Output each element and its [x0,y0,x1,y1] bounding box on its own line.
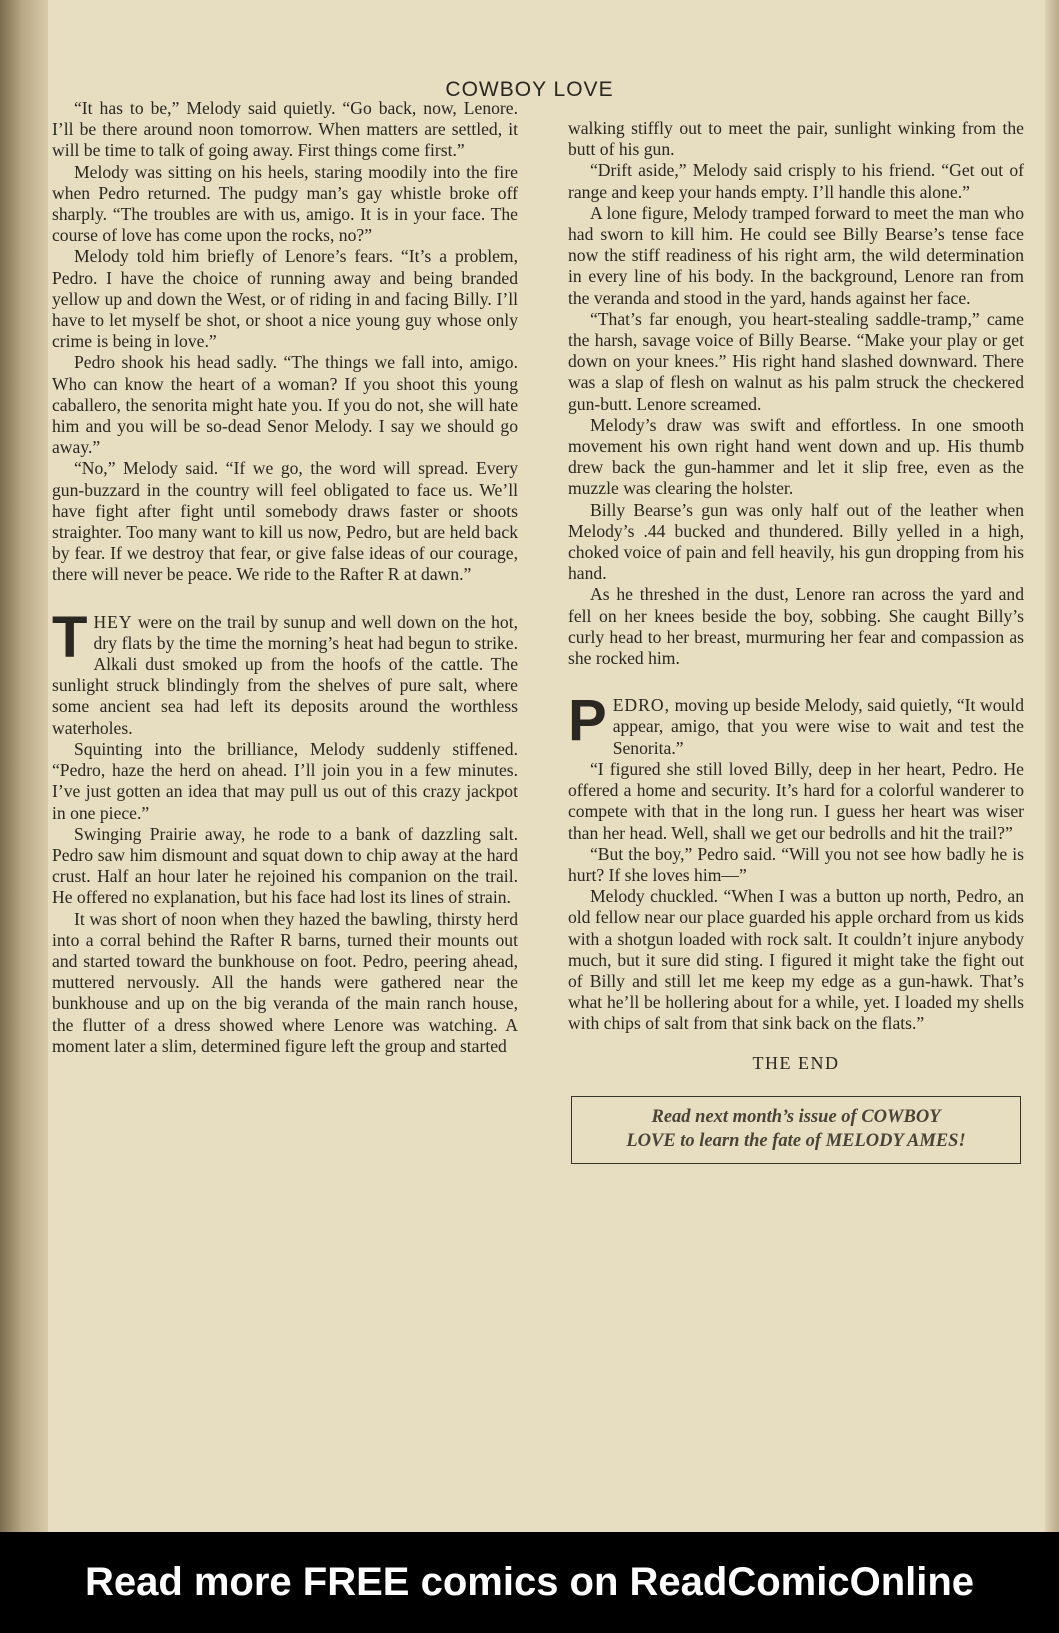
paragraph: “Drift aside,” Melody said crisply to his friend. “Get out of range and keep your hands empty. I’ll handle this alone.” [568,160,1024,202]
paragraph: A lone figure, Melody tramped forward to meet the man who had sworn to kill him. He could see Billy Bearse’s tense face now the stiff readiness of his right arm, the wild determination in every line of his body. In the background, Lenore ran from the veranda and stood in the yard, hands against her face. [568,202,1024,308]
paragraph: Melody told him briefly of Lenore’s fears. “It’s a problem, Pedro. I have the choice of running away and being branded yellow up and down the West, or of riding in and facing Billy. I’ll have to let myself be shot, or shoot a nice young guy whose only crime is being in love.” [52,246,518,352]
paragraph: Melody was sitting on his heels, staring moodily into the fire when Pedro returned. The pudgy man’s gay whistle broke off sharply. “The troubles are with us, amigo. It is in your face. The course of love has come upon the rocks, no?” [52,161,518,246]
paragraph: “But the boy,” Pedro said. “Will you not see how badly he is hurt? If she loves him—” [568,843,1024,885]
paragraph: Melody’s draw was swift and effortless. In one smooth movement his own right hand went down and up. His thumb drew back the gun-hammer and let it slip free, even as the muzzle was clearing the holster. [568,414,1024,499]
paragraph: “No,” Melody said. “If we go, the word will spread. Every gun-buzzard in the country will feel obligated to face us. We’ll have fight after fight until somebody draws faster or shoots straighter. Too many want to kill us now, Pedro, but are held back by fear. If we destroy that fear, or give false ideas of our courage, there will never be peace. We ride to the Rafter R at dawn.” [52,458,518,585]
paragraph: walking stiffly out to meet the pair, sunlight winking from the butt of his gun. [568,118,1024,160]
section-lead-word: HEY [93,611,133,632]
the-end-label: THE END [752,1052,840,1073]
drop-cap: P [568,688,607,754]
paragraph: “It has to be,” Melody said quietly. “Go back, now, Lenore. I’ll be there around noon tomorrow. When matters are settled, it will be time to talk of going away. First things come first.” [52,98,518,161]
page-header: COWBOY LOVE [445,78,614,101]
paragraph: Swinging Prairie away, he rode to a bank of dazzling salt. Pedro saw him dismount and squat down to chip away at the hard crust. Half an hour later he rejoined his companion on the trail. He offered no explanation, but his face had lost its lines of strain. [52,823,518,908]
paragraph: “That’s far enough, you heart-stealing saddle-tramp,” came the harsh, savage voice of Billy Bearse. “Make your play or get down on your knees.” His right hand slashed downward. There was a slap of flesh on walnut as his palm struck the checkered gun-butt. Lenore screamed. [568,308,1024,414]
promo-line: Read next month’s issue of COWBOY [651,1106,941,1127]
paragraph: Pedro shook his head sadly. “The things we fall into, amigo. Who can know the heart of a woman? If you shoot this young caballero, the senorita might hate you. If you do not, she will hate him and you will be so-dead Senor Melody. I say we should go away.” [52,352,518,458]
promo-line: LOVE to learn the fate of MELODY AMES! [626,1130,966,1151]
paragraph: Melody chuckled. “When I was a button up north, Pedro, an old fellow near our place guarded his apple orchard from us kids with a shotgun loaded with rock salt. It couldn’t injure anybody much, but it sure did sting. I figured it might take the fight out of Billy and still let me keep my edge as a gun-hawk. That’s what he’ll be hollering about for a while, yet. I loaded my shells with chips of salt from that sink back on the flats.” [568,886,1024,1034]
right-column [568,118,1024,1164]
section-opening-paragraph [568,688,1024,759]
drop-cap: T [52,604,88,670]
section-lead-word: EDRO, [612,695,670,716]
left-column [52,98,518,1057]
section-opening-paragraph [52,604,518,739]
readcomiconline-banner[interactable]: Read more FREE comics on ReadComicOnline [0,1532,1059,1633]
next-issue-promo-box [571,1096,1021,1164]
paragraph: It was short of noon when they hazed the bawling, thirsty herd into a corral behind the Rafter R barns, turned their mounts out and started toward the bunkhouse on foot. Pedro, peering ahead, muttered nervously. All the hands were gathered near the bunkhouse and up on the big veranda of the main ranch house, the flutter of a dress showed where Lenore was watching. A moment later a slim, determined figure left the group and started [52,908,518,1056]
section-first-text: moving up beside Melody, said quietly, “It would appear, amigo, that you were wise to wait and test the Senorita.” [612,695,1024,758]
paragraph: “I figured she still loved Billy, deep in her heart, Pedro. He offered a home and security. It’s hard for a colorful wanderer to compete with that in the long run. I guess her heart was wiser than her head. Well, shall we get our bedrolls and hit the trail?” [568,758,1024,843]
paragraph: Squinting into the brilliance, Melody suddenly stiffened. “Pedro, haze the herd on ahead. I’ll join you in a few minutes. I’ve just gotten an idea that may pull us out of this crazy jackpot in one piece.” [52,738,518,823]
paragraph: Billy Bearse’s gun was only half out of the leather when Melody’s .44 bucked and thundered. Billy yelled in a high, choked voice of pain and fell heavily, his gun dropping from his hand. [568,499,1024,584]
page-gutter-shadow [0,0,48,1532]
paragraph: As he threshed in the dust, Lenore ran across the yard and fell on her knees beside the boy, sobbing. She caught Billy’s curly head to her breast, murmuring her fear and compassion as she rocked him. [568,584,1024,669]
page-edge [1045,0,1059,1532]
section-first-text: were on the trail by sunup and well down on the hot, dry flats by the time the morning’s heat had begun to strike. Alkali dust smoked up from the hoofs of the cattle. The sunlight struck blindingly from the shelves of pure salt, where some ancient sea had left its deposits around the worthless waterholes. [52,611,518,738]
